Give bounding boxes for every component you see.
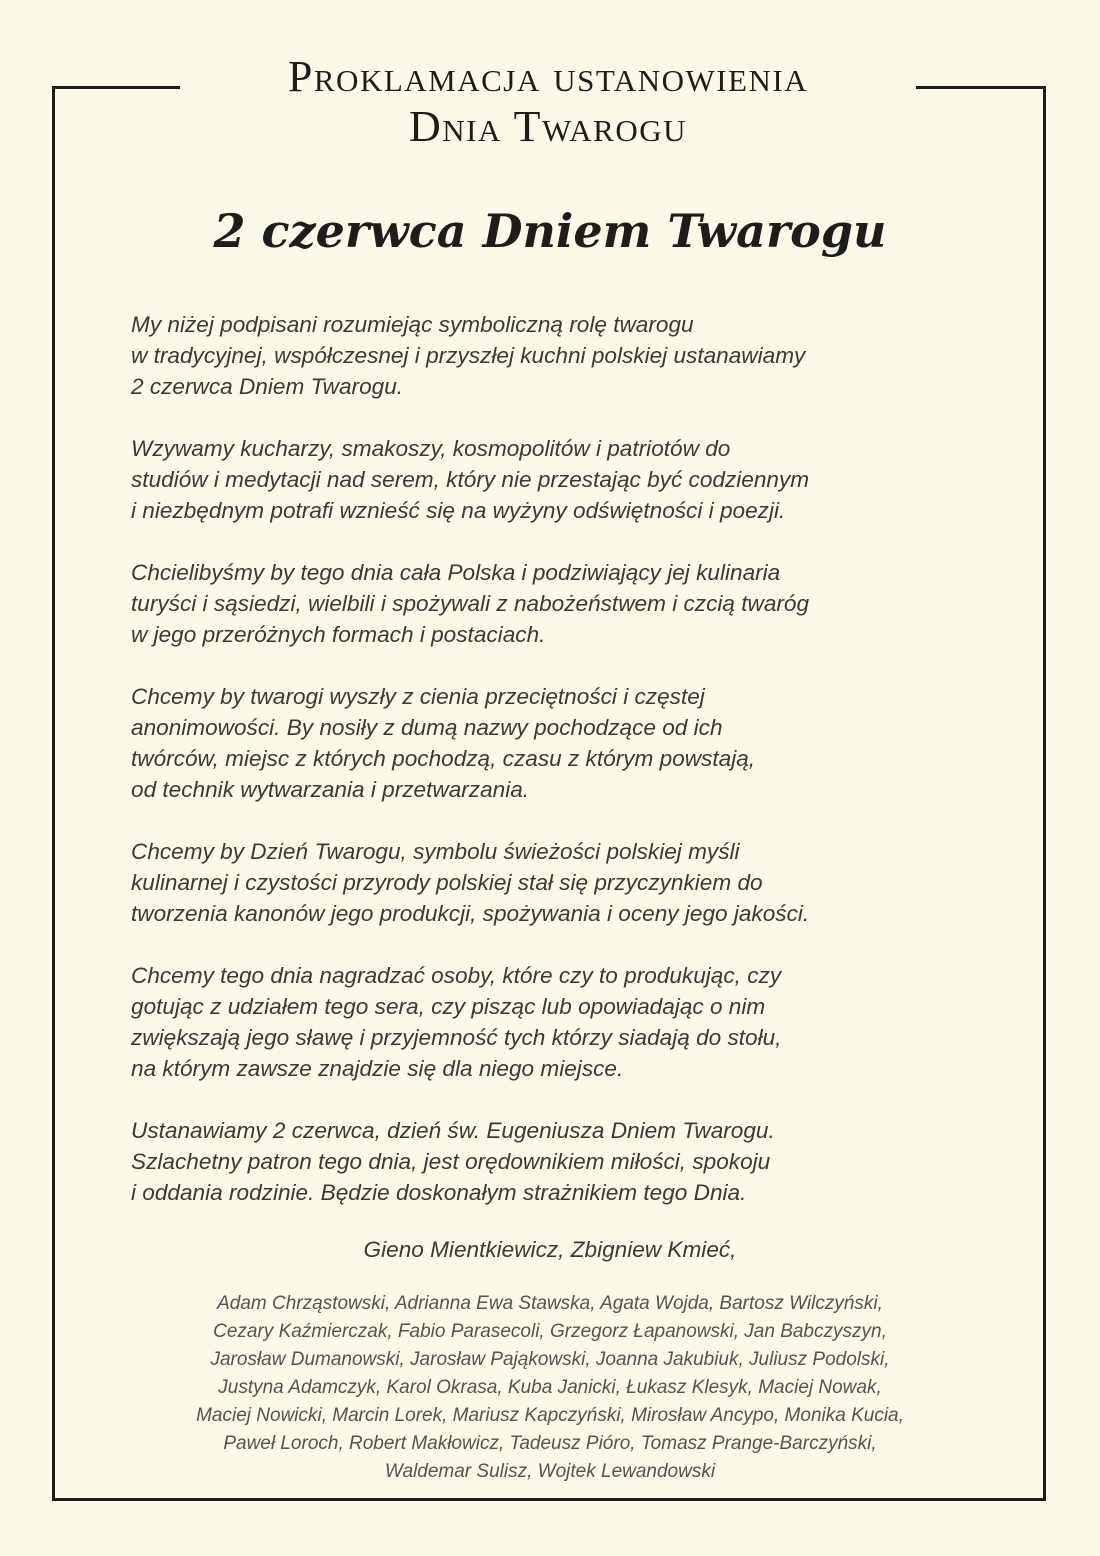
title-line-2: Dnia Twarogu [408, 102, 687, 151]
paragraph-line: twórców, miejsc z których pochodzą, czasu z którym powstają, [131, 746, 756, 771]
paragraph-line: i niezbędnym potrafi wznieść się na wyżyny odświętności i poezji. [131, 498, 786, 523]
paragraph-line: Chcemy tego dnia nagradzać osoby, które czy to produkując, czy [131, 963, 782, 988]
paragraph-4 [131, 681, 981, 805]
paragraph-line: na którym zawsze znajdzie się dla niego miejsce. [131, 1056, 624, 1081]
border-top-left-segment [52, 86, 180, 89]
border-top-right-segment [916, 86, 1046, 89]
proclamation-body [131, 309, 981, 1239]
signatories-line: Waldemar Sulisz, Wojtek Lewandowski [384, 1461, 716, 1482]
paragraph-line: w tradycyjnej, współczesnej i przyszłej kuchni polskiej ustanawiamy [131, 343, 806, 368]
paragraph-line: 2 czerwca Dniem Twarogu. [131, 374, 404, 399]
signatories-line: Maciej Nowicki, Marcin Lorek, Mariusz Kapczyński, Mirosław Ancypo, Monika Kucia, [196, 1405, 904, 1426]
paragraph-line: w jego przeróżnych formach i postaciach. [131, 622, 546, 647]
paragraph-line: od technik wytwarzania i przetwarzania. [131, 777, 530, 802]
paragraph-line: tworzenia kanonów jego produkcji, spożywania i oceny jego jakości. [131, 901, 810, 926]
signatories-line: Justyna Adamczyk, Karol Okrasa, Kuba Janicki, Łukasz Klesyk, Maciej Nowak, [218, 1377, 882, 1398]
paragraph-line: kulinarnej i czystości przyrody polskiej stał się przyczynkiem do [131, 870, 763, 895]
signatories-line: Cezary Kaźmierczak, Fabio Parasecoli, Grzegorz Łapanowski, Jan Babczyszyn, [213, 1321, 887, 1342]
paragraph-line: anonimowości. By nosiły z dumą nazwy pochodzące od ich [131, 715, 723, 740]
paragraph-5 [131, 836, 981, 929]
paragraph-2 [131, 433, 981, 526]
paragraph-line: My niżej podpisani rozumiejąc symboliczną rolę twarogu [131, 312, 694, 337]
proclamation-subtitle: 2 czerwca Dniem Twarogu [213, 204, 887, 258]
paragraph-line: i oddania rodzinie. Będzie doskonałym strażnikiem tego Dnia. [131, 1180, 747, 1205]
main-signatories: Gieno Mientkiewicz, Zbigniew Kmieć, [363, 1237, 737, 1262]
paragraph-line: studiów i medytacji nad serem, który nie przestając być codziennym [131, 467, 810, 492]
paragraph-line: Ustanawiamy 2 czerwca, dzień św. Eugeniusza Dniem Twarogu. [131, 1118, 775, 1143]
signatories-line: Jarosław Dumanowski, Jarosław Pająkowski, Joanna Jakubiuk, Juliusz Podolski, [210, 1349, 890, 1370]
paragraph-7 [131, 1115, 981, 1208]
paragraph-line: Chcielibyśmy by tego dnia cała Polska i podziwiający jej kulinaria [131, 560, 781, 585]
title-line-1: Proklamacja ustanowienia [287, 52, 809, 101]
paragraph-line: gotując z udziałem tego sera, czy pisząc lub opowiadając o nim [131, 994, 766, 1019]
paragraph-line: Chcemy by twarogi wyszły z cienia przeciętności i częstej [131, 684, 705, 709]
paragraph-line: zwiększają jego sławę i przyjemność tych którzy siadają do stołu, [131, 1025, 782, 1050]
signatories-line: Paweł Loroch, Robert Makłowicz, Tadeusz Pióro, Tomasz Prange-Barczyński, [223, 1433, 877, 1454]
page-title [180, 52, 916, 152]
paragraph-6 [131, 960, 981, 1084]
paragraph-line: Szlachetny patron tego dnia, jest orędownikiem miłości, spokoju [131, 1149, 771, 1174]
paragraph-line: turyści i sąsiedzi, wielbili i spożywali z nabożeństwem i czcią twaróg [131, 591, 810, 616]
signatories-list [80, 1290, 1020, 1486]
paragraph-1 [131, 309, 981, 402]
paragraph-line: Wzywamy kucharzy, smakoszy, kosmopolitów i patriotów do [131, 436, 731, 461]
paragraph-3 [131, 557, 981, 650]
paragraph-line: Chcemy by Dzień Twarogu, symbolu świeżości polskiej myśli [131, 839, 740, 864]
signatories-line: Adam Chrząstowski, Adrianna Ewa Stawska, Agata Wojda, Bartosz Wilczyński, [217, 1293, 883, 1314]
